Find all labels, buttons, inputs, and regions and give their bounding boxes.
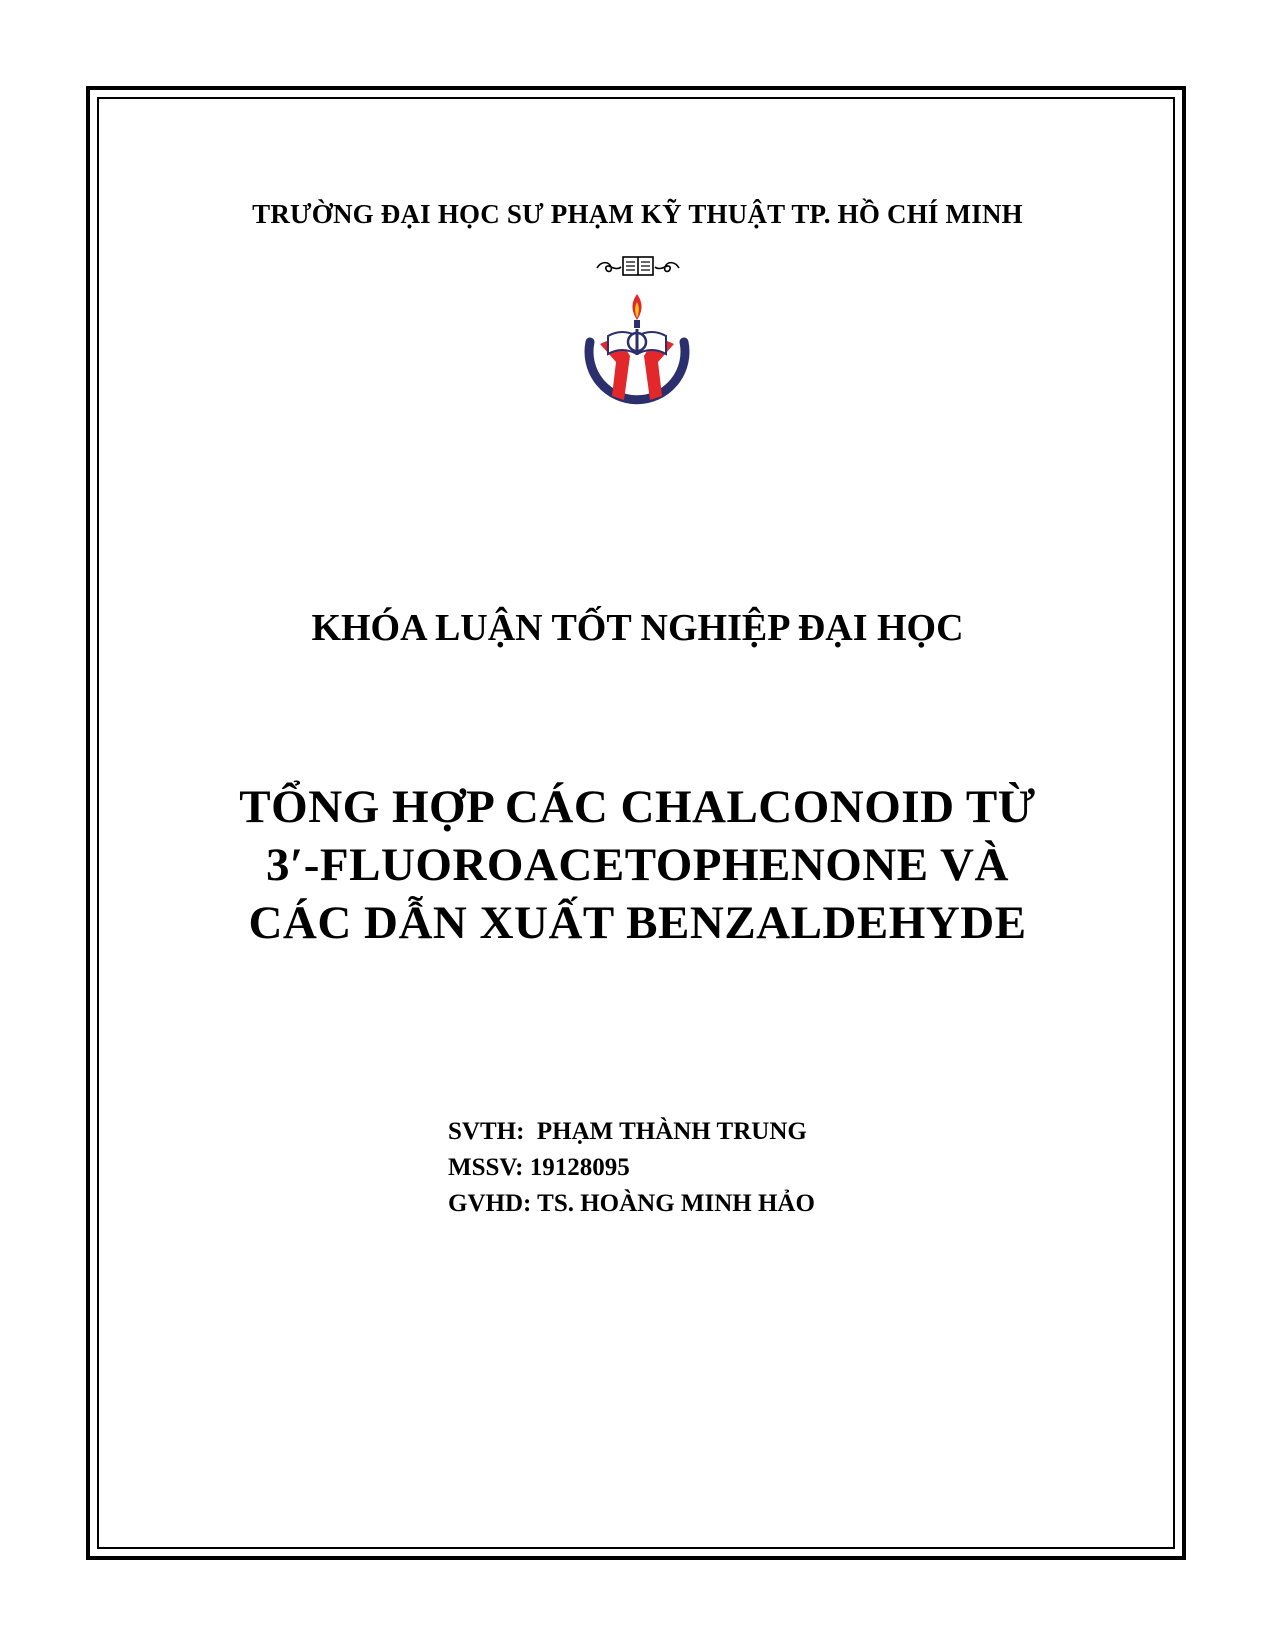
thesis-title-line: CÁC DẪN XUẤT BENZALDEHYDE <box>248 897 1027 949</box>
university-logo <box>578 292 696 415</box>
student-label: SVTH: <box>448 1118 525 1145</box>
advisor-name: TS. HOÀNG MINH HẢO <box>537 1190 815 1217</box>
student-id-row <box>448 1150 815 1186</box>
thesis-title-line: TỔNG HỢP CÁC CHALCONOID TỪ <box>239 781 1036 833</box>
advisor-label: GVHD: <box>448 1190 532 1217</box>
thesis-type: KHÓA LUẬN TỐT NGHIỆP ĐẠI HỌC <box>311 607 964 649</box>
student-name: PHẠM THÀNH TRUNG <box>536 1118 807 1145</box>
student-id-label: MSSV: <box>448 1154 524 1181</box>
university-name: TRƯỜNG ĐẠI HỌC SƯ PHẠM KỸ THUẬT TP. HỒ CHÍ MINH <box>252 199 1023 229</box>
thesis-title-line: 3′-FLUOROACETOPHENONE VÀ <box>266 839 1009 891</box>
student-id: 19128095 <box>529 1154 630 1181</box>
book-ornament-icon <box>0 252 1275 280</box>
author-info <box>448 1114 815 1222</box>
advisor-row <box>448 1186 815 1222</box>
student-row <box>448 1114 815 1150</box>
thesis-title <box>0 778 1275 952</box>
